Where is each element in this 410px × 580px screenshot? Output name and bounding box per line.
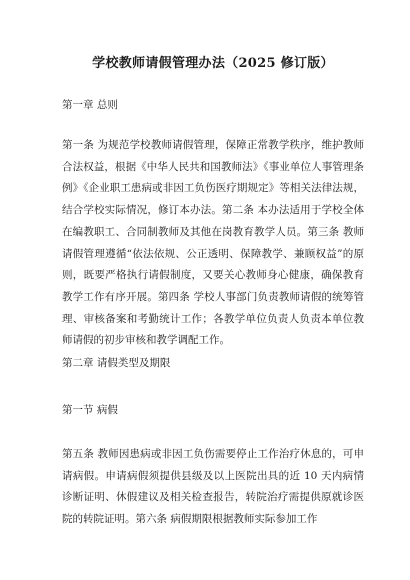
paragraph-articles-5-6: 第五条 教师因患病或非因工负伤需要停止工作治疗休息的，可申请病假。申请病假须提供县级及以上医院出具的近 10 天内病情诊断证明、休假建议及相关检查报告，转院治疗需提供原就诊医院的转院证明。第六条 病假期限根据教师实际参加工作 bbox=[62, 448, 364, 526]
document-title: 学校教师请假管理办法（2025 修订版） bbox=[92, 56, 334, 71]
section-heading-sick-leave: 第一节 病假 bbox=[62, 404, 118, 417]
chapter-heading-leave-types: 第二章 请假类型及期限 bbox=[62, 357, 171, 370]
paragraph-articles-1-4: 第一条 为规范学校教师请假管理，保障正常教学秩序，维护教师合法权益，根据《中华人民共和国教师法》《事业单位人事管理条例》《企业职工患病或非因工负伤医疗期规定》等相关法律法规，结合学校实际情况，修订本办法。第二条 本办法适用于学校全体在编教职工、合同制教师及其他在岗教育教学人员。第三条 教师请假管理遵循“依法依规、公正透明、保障教学、兼顾权益”的原则，既要严格执行请假制度，又要关心教师身心健康，确保教育教学工作有序开展。第四条 学校人事部门负责教师请假的统筹管理、审核备案和考勤统计工作；各教学单位负责人负责本单位教师请假的初步审核和教学调配工作。 bbox=[62, 139, 364, 347]
chapter-heading-general: 第一章 总则 bbox=[62, 99, 118, 111]
